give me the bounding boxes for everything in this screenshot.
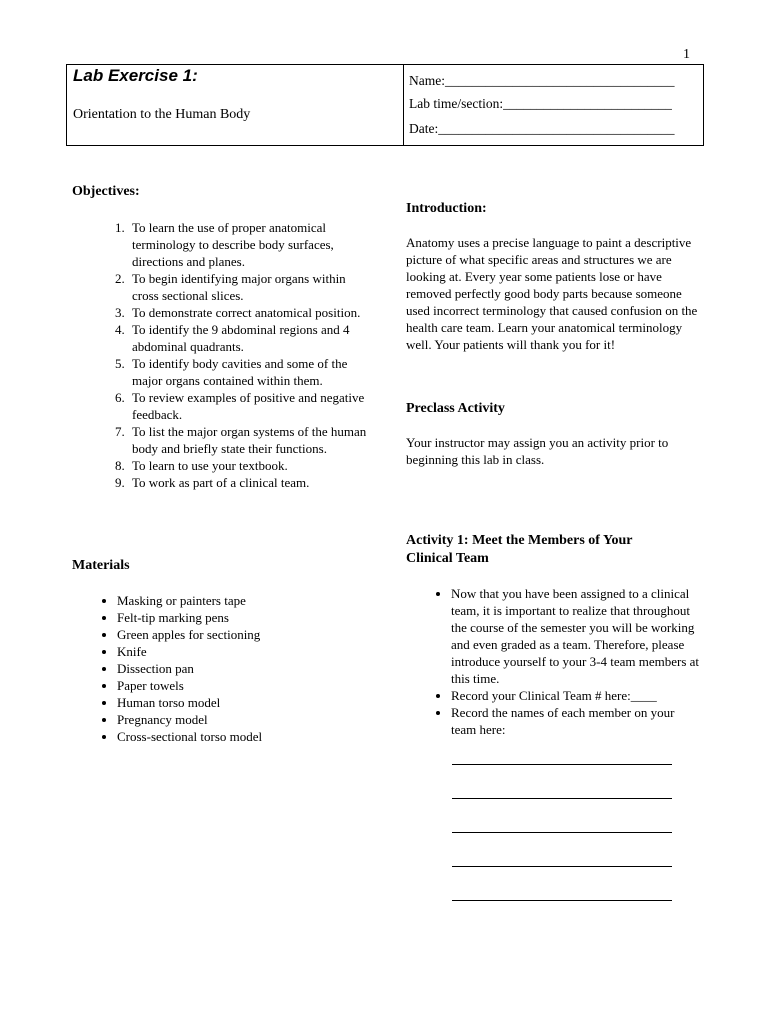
preclass-body: Your instructor may assign you an activity prior to beginning this lab in class. — [406, 435, 669, 467]
list-item: 1. To learn the use of proper anatomical terminology to describe body surfaces, directions and planes. — [128, 219, 372, 270]
materials-section — [72, 557, 372, 574]
list-item: 5. To identify body cavities and some of the major organs contained within them. — [128, 355, 372, 389]
date-field: Date:___________________________________ — [409, 121, 675, 136]
list-item: 6. To review examples of positive and negative feedback. — [128, 389, 372, 423]
introduction-section — [406, 200, 706, 217]
introduction-body-wrap — [406, 234, 698, 353]
list-item: 8. To learn to use your textbook. — [128, 457, 372, 474]
list-item: • Knife — [117, 643, 372, 660]
preclass-section — [406, 400, 706, 417]
introduction-heading: Introduction: — [406, 201, 487, 216]
objectives-list-wrap — [72, 219, 372, 491]
list-item: • Human torso model — [117, 694, 372, 711]
objectives-heading: Objectives: — [72, 184, 140, 199]
list-item: • Now that you have been assigned to a clinical team, it is important to realize that throughout the course of the semester you will be working and even graded as a team. Therefore, please introduce yourself to your 3-4 team members at this time. — [451, 585, 701, 687]
list-item: • Cross-sectional torso model — [117, 728, 372, 745]
header-title-cell — [67, 65, 404, 145]
objectives-section — [72, 183, 372, 200]
activity1-list-wrap — [406, 585, 701, 738]
lab-title: Lab Exercise 1: — [73, 66, 198, 85]
list-item: 3. To demonstrate correct anatomical position. — [128, 304, 372, 321]
list-item: • Green apples for sectioning — [117, 626, 372, 643]
preclass-body-wrap — [406, 434, 701, 468]
name-field: Name:__________________________________ — [409, 73, 675, 88]
list-item: • Felt-tip marking pens — [117, 609, 372, 626]
materials-list — [72, 592, 372, 745]
objectives-list — [72, 219, 372, 491]
team-member-line-2 — [452, 798, 672, 799]
list-item: • Paper towels — [117, 677, 372, 694]
list-item: • Masking or painters tape — [117, 592, 372, 609]
team-member-line-3 — [452, 832, 672, 833]
list-item: • Record your Clinical Team # here:____ — [451, 687, 701, 704]
activity1-list — [406, 585, 701, 738]
lab-subtitle: Orientation to the Human Body — [73, 107, 251, 122]
team-name-lines — [406, 764, 706, 901]
header-box — [66, 64, 704, 146]
materials-list-wrap — [72, 592, 372, 745]
header-fields-cell — [404, 65, 703, 145]
team-member-line-1 — [452, 764, 672, 765]
list-item: • Dissection pan — [117, 660, 372, 677]
page-number: 1 — [683, 47, 690, 62]
team-member-line-4 — [452, 866, 672, 867]
list-item: 7. To list the major organ systems of the human body and briefly state their functions. — [128, 423, 372, 457]
introduction-body: Anatomy uses a precise language to paint a descriptive picture of what specific areas and structures we are looking at. Every year some patients lose or have removed perfectly good body parts because someone used incorrect terminology that caused confusion on the health care team. Learn your anatomical terminology well. Your patients will thank you for it! — [406, 235, 698, 352]
list-item: 2. To begin identifying major organs within cross sectional slices. — [128, 270, 372, 304]
preclass-heading: Preclass Activity — [406, 401, 505, 416]
list-item: • Pregnancy model — [117, 711, 372, 728]
team-member-line-5 — [452, 900, 672, 901]
activity1-heading: Activity 1: Meet the Members of Your Clinical Team — [406, 533, 633, 566]
list-item: 9. To work as part of a clinical team. — [128, 474, 372, 491]
materials-heading: Materials — [72, 558, 130, 573]
activity1-section — [406, 532, 676, 568]
lab-time-field: Lab time/section:_________________________ — [409, 96, 672, 111]
list-item: 4. To identify the 9 abdominal regions and 4 abdominal quadrants. — [128, 321, 372, 355]
list-item: • Record the names of each member on your team here: — [451, 704, 701, 738]
